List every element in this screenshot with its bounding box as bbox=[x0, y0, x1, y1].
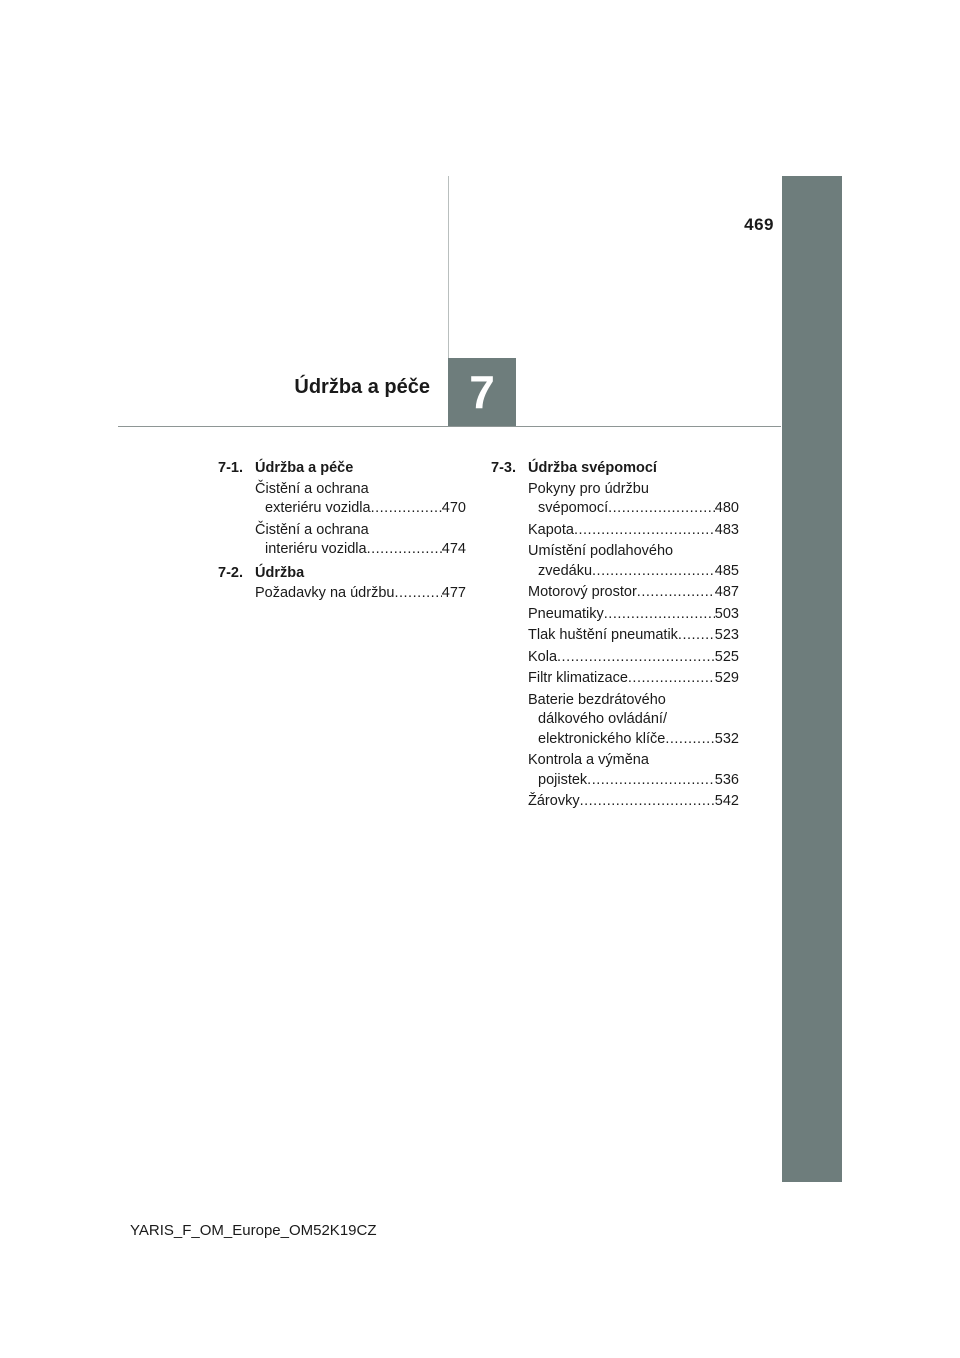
toc-entry-text: interiéru vozidla bbox=[265, 541, 367, 557]
dot-leader bbox=[587, 771, 715, 791]
toc-entry-line bbox=[528, 792, 739, 812]
section-heading bbox=[218, 564, 466, 584]
toc-entry[interactable] bbox=[218, 480, 466, 519]
toc-entry-line bbox=[528, 710, 739, 730]
toc-entry-text: Motorový prostor bbox=[528, 584, 637, 600]
toc-page-number: 485 bbox=[714, 562, 739, 579]
toc-page-number: 529 bbox=[714, 670, 739, 686]
toc-entry-text: elektronického klíče bbox=[538, 730, 666, 747]
toc-page-number: 474 bbox=[441, 541, 466, 557]
dot-leader bbox=[394, 584, 441, 604]
toc-entry-text: exteriéru vozidla bbox=[265, 500, 371, 516]
toc-entry-line bbox=[255, 521, 466, 541]
toc-entry-text: Čistění a ochrana bbox=[255, 521, 369, 538]
toc-entry-line bbox=[528, 771, 739, 791]
dot-leader bbox=[592, 562, 715, 582]
toc-entry[interactable] bbox=[491, 626, 739, 646]
toc-entry[interactable] bbox=[491, 480, 739, 519]
section-title: Údržba svépomocí bbox=[528, 460, 657, 476]
toc-entry-line bbox=[255, 480, 466, 500]
toc-entry-text: Umístění podlahového bbox=[528, 543, 674, 559]
toc-entry-text: Čistění a ochrana bbox=[255, 480, 369, 497]
toc-entry-line bbox=[255, 499, 466, 519]
header-vertical-rule bbox=[448, 176, 449, 358]
toc-entry[interactable] bbox=[491, 669, 739, 689]
toc-entry-text: Pneumatiky bbox=[528, 605, 604, 622]
toc-entry-line bbox=[528, 562, 739, 582]
dot-leader bbox=[678, 626, 715, 646]
toc-entry-line bbox=[528, 751, 739, 771]
toc-entry-line bbox=[528, 605, 739, 625]
toc-entry-text: Žárovky bbox=[528, 793, 580, 809]
toc-entry-text: Požadavky na údržbu bbox=[255, 585, 395, 601]
toc-entry-text: svépomocí bbox=[538, 500, 609, 516]
chapter-title: Údržba a péče bbox=[294, 376, 430, 398]
toc-entry-text: zvedáku bbox=[538, 562, 593, 579]
toc-entry[interactable] bbox=[491, 583, 739, 603]
toc-entry-line bbox=[528, 583, 739, 603]
dot-leader bbox=[604, 605, 715, 625]
dot-leader bbox=[637, 583, 715, 603]
toc-page-number: 523 bbox=[714, 627, 739, 643]
chapter-number-box bbox=[448, 358, 516, 426]
toc-entry[interactable] bbox=[218, 584, 466, 604]
toc-entry-line bbox=[528, 480, 739, 500]
section-number: 7-2. bbox=[218, 564, 243, 581]
section-number: 7-1. bbox=[218, 460, 243, 476]
toc-entry[interactable] bbox=[218, 521, 466, 560]
toc-entry-line bbox=[528, 691, 739, 711]
dot-leader bbox=[371, 499, 442, 519]
dot-leader bbox=[608, 499, 715, 519]
section-number: 7-3. bbox=[491, 460, 516, 476]
toc-entry[interactable] bbox=[491, 648, 739, 668]
toc-section bbox=[491, 459, 739, 812]
toc-page-number: 470 bbox=[441, 500, 466, 516]
toc-entry-line bbox=[528, 669, 739, 689]
toc-entry-text: Kapota bbox=[528, 521, 574, 538]
dot-leader bbox=[580, 792, 715, 812]
toc-entry-line bbox=[528, 648, 739, 668]
toc-entry-line bbox=[528, 499, 739, 519]
toc-entry[interactable] bbox=[491, 521, 739, 541]
toc-entry-line bbox=[528, 521, 739, 541]
toc-column-left bbox=[218, 459, 466, 608]
dot-leader bbox=[557, 648, 715, 668]
toc-entry-line bbox=[528, 542, 739, 562]
toc-entry-text: Kontrola a výměna bbox=[528, 752, 649, 768]
toc-entry[interactable] bbox=[491, 691, 739, 750]
toc-section bbox=[218, 564, 466, 604]
toc-entry[interactable] bbox=[491, 751, 739, 790]
document-footer: YARIS_F_OM_Europe_OM52K19CZ bbox=[130, 1222, 377, 1239]
toc-page-number: 480 bbox=[714, 500, 739, 516]
toc-entry[interactable] bbox=[491, 542, 739, 581]
section-title: Údržba bbox=[255, 564, 305, 581]
toc-entry-line bbox=[255, 584, 466, 604]
toc-page-number: 487 bbox=[714, 584, 739, 600]
toc-entry-text: pojistek bbox=[538, 771, 588, 788]
toc-entry-line bbox=[255, 540, 466, 560]
toc-entry-text: dálkového ovládání/ bbox=[538, 711, 667, 727]
toc-page-number: 483 bbox=[714, 521, 739, 538]
dot-leader bbox=[367, 540, 442, 560]
page-number: 469 bbox=[744, 215, 774, 234]
toc-entry-text: Filtr klimatizace bbox=[528, 670, 628, 686]
section-heading bbox=[218, 459, 466, 479]
toc-entry[interactable] bbox=[491, 605, 739, 625]
toc-page-number: 532 bbox=[714, 730, 739, 747]
toc-entry-line bbox=[528, 626, 739, 646]
section-title: Údržba a péče bbox=[255, 460, 354, 476]
toc-entry-line bbox=[528, 730, 739, 750]
toc-column-right bbox=[491, 459, 739, 816]
toc-page-number: 536 bbox=[714, 771, 739, 788]
toc-entry-text: Baterie bezdrátového bbox=[528, 691, 666, 708]
toc-page-number: 477 bbox=[441, 585, 466, 601]
toc-entry[interactable] bbox=[491, 792, 739, 812]
chapter-number: 7 bbox=[469, 366, 495, 418]
dot-leader bbox=[665, 730, 714, 750]
toc-section bbox=[218, 459, 466, 560]
chapter-side-tab bbox=[782, 176, 842, 1182]
toc-page-number: 542 bbox=[714, 793, 739, 809]
toc-page-number: 503 bbox=[714, 605, 739, 622]
toc-entry-text: Pokyny pro údržbu bbox=[528, 480, 649, 497]
toc-entry-text: Kola bbox=[528, 648, 558, 665]
toc-page-number: 525 bbox=[714, 648, 739, 665]
dot-leader bbox=[574, 521, 715, 541]
toc-entry-text: Tlak huštění pneumatik bbox=[528, 627, 678, 643]
header-horizontal-rule bbox=[118, 426, 781, 427]
section-heading bbox=[491, 459, 739, 479]
dot-leader bbox=[628, 669, 715, 689]
